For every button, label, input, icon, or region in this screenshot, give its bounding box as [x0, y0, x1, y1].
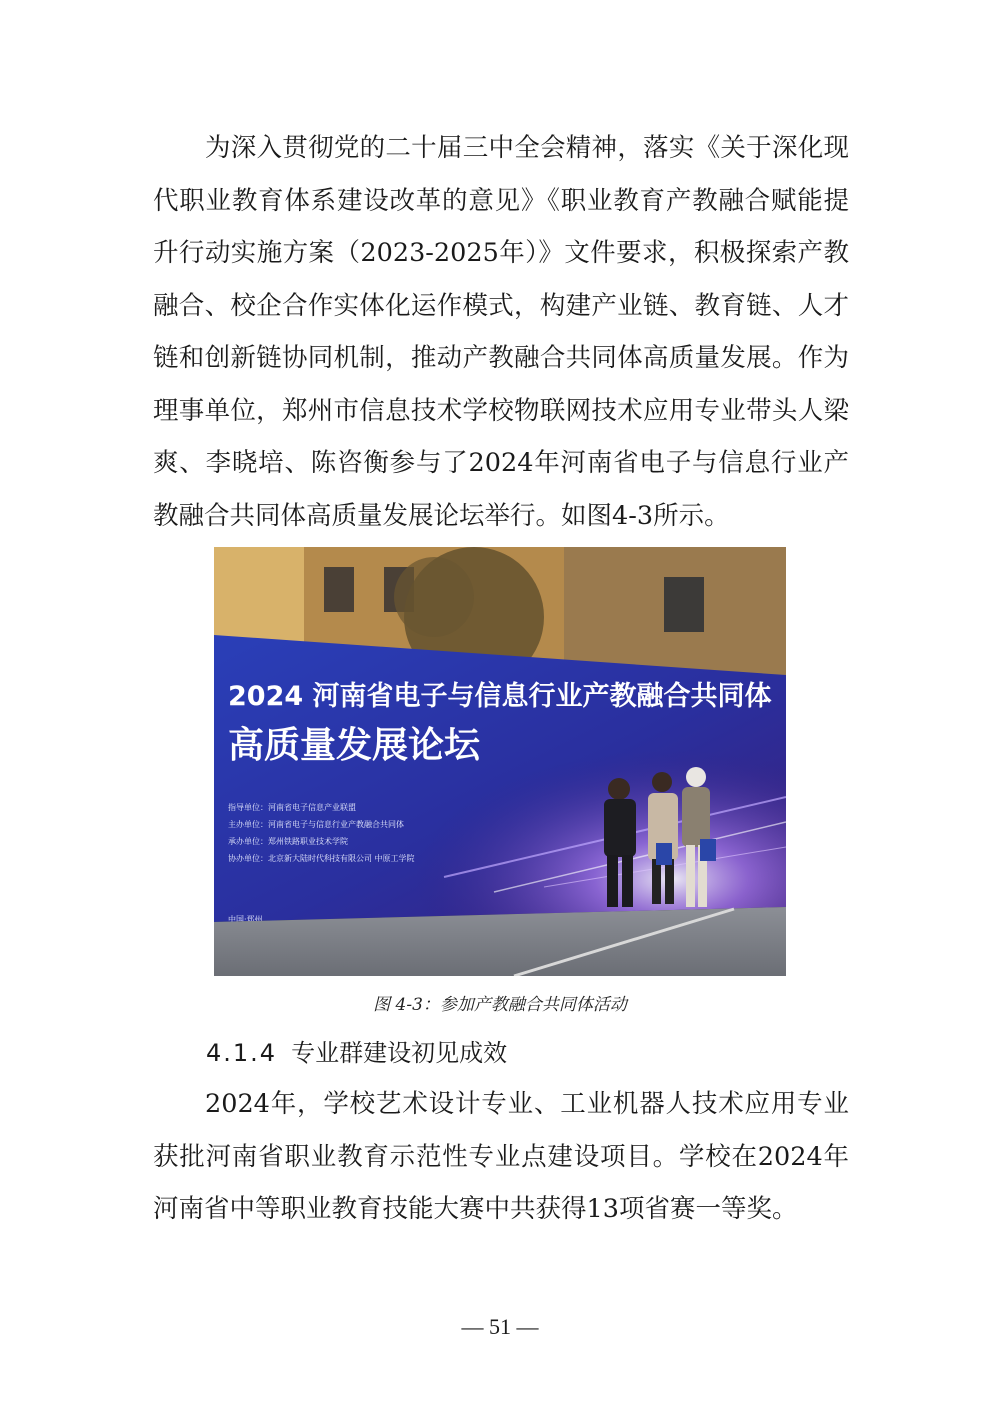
event-photo [214, 547, 786, 976]
banner-title-2: 高质量发展论坛 [228, 725, 481, 766]
section-title: 专业群建设初见成效 [291, 1039, 508, 1067]
banner-row-3: 承办单位：郑州铁路职业技术学院 [228, 837, 348, 846]
body-paragraph-2: 2024年，学校艺术设计专业、工业机器人技术应用专业获批河南省职业教育示范性专业点建设项目。学校在2024年河南省中等职业教育技能大赛中共获得13项省赛一等奖。 [153, 1089, 849, 1224]
section-number: 4.1.4 [206, 1039, 278, 1067]
page-number: — 51 — [461, 1314, 539, 1339]
banner-title-1: 2024 河南省电子与信息行业产教融合共同体 [228, 681, 772, 712]
banner-row-2: 主办单位：河南省电子与信息行业产教融合共同体 [228, 820, 404, 829]
banner-row-1: 指导单位：河南省电子信息产业联盟 [228, 803, 356, 812]
body-paragraph-1: 为深入贯彻党的二十届三中全会精神，落实《关于深化现代职业教育体系建设改革的意见》《职业教育产教融合赋能提升行动实施方案（2023-2025年）》文件要求，积极探索产教融合、校企合作实体化运作模式，构建产业链、教育链、人才链和创新链协同机制，推动产教融合共同体高质量发展。作为理事单位，郑州市信息技术学校物联网技术应用专业带头人梁爽、李晓培、陈咨衡参与了2024年河南省电子与信息行业产教融合共同体高质量发展论坛举行。如图4-3所示。 [153, 133, 849, 531]
figure-caption: 图 4-3：参加产教融合共同体活动 [373, 995, 627, 1015]
banner-row-4: 协办单位：北京新大陆时代科技有限公司 中原工学院 [228, 854, 415, 863]
banner-place: 中国·郑州 [228, 915, 263, 924]
section-heading [206, 1033, 507, 1073]
